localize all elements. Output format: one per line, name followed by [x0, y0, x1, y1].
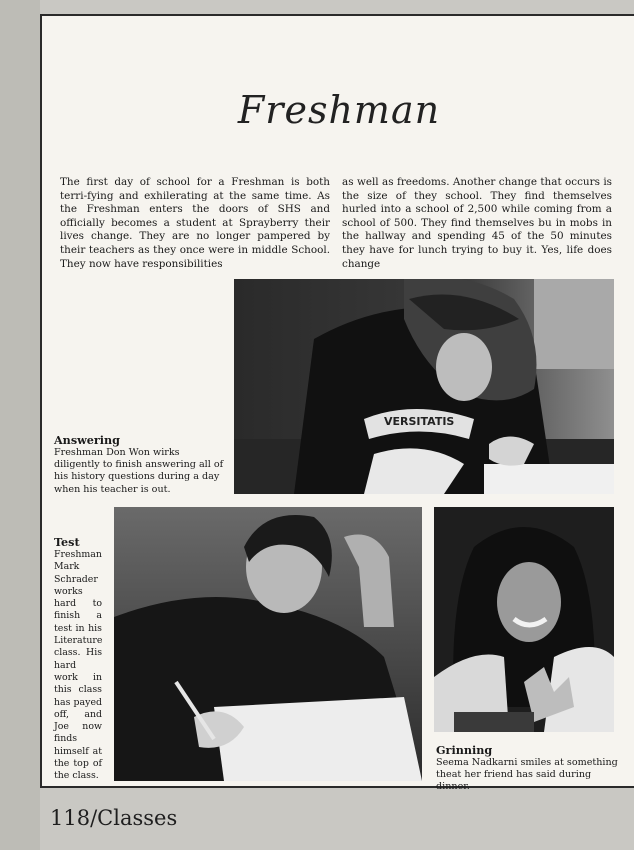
- yearbook-page: [40, 14, 634, 793]
- page-folio: 118/Classes: [50, 806, 178, 830]
- page-edge: [0, 0, 40, 850]
- photo-answering: [234, 279, 614, 494]
- caption-answering-title: Answering: [54, 433, 120, 447]
- photo-test: [114, 507, 422, 781]
- caption-grinning: [436, 744, 626, 794]
- caption-grinning-title: Grinning: [436, 743, 493, 757]
- caption-grinning-text: Seema Nadkarni smiles at something theat her friend has said during dinner.: [436, 757, 618, 793]
- page-title: Freshman: [237, 88, 441, 132]
- caption-test: [54, 536, 102, 783]
- caption-answering: [54, 434, 224, 496]
- body-text-left: The first day of school for a Freshman is both terri-fying and exhilerating at the same time. As the Freshman enters the doors of SHS and officially becomes a student at Sprayberry their lives change. They are no longer pampered by their teachers as they once were in middle School. They now have responsibilities: [60, 176, 330, 270]
- caption-answering-text: Freshman Don Won wirks diligently to finish answering all of his history questions during a day when his teacher is out.: [54, 447, 224, 495]
- photo-grinning: [434, 507, 614, 732]
- caption-test-text: Freshman Mark Schrader works hard to finish a test in his Literature class. His hard work in this class has payed off, and Joe now finds himself at the top of the class.: [54, 549, 103, 782]
- shirt-lettering: VERSITATIS: [384, 415, 455, 428]
- body-text-right: as well as freedoms. Another change that occurs is the size of they school. They find themselves hurled into a school of 2,500 while coming from a school of 500. They find themselves bu in mobs in the hallway and spending 45 of the 50 minutes they have for lunch trying to buy it. Yes, life does change: [342, 176, 612, 270]
- caption-test-title: Test: [54, 535, 80, 549]
